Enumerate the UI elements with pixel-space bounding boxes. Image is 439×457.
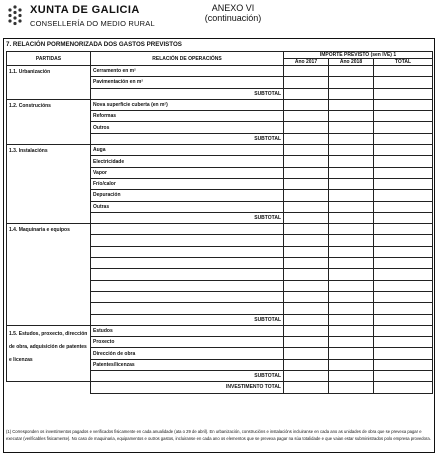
cell-total[interactable] (374, 111, 433, 122)
operation-label: Auga (91, 145, 284, 156)
subtotal-label: SUBTOTAL (91, 314, 284, 325)
cell-total[interactable] (374, 258, 433, 269)
org-name: XUNTA DE GALICIA (30, 4, 140, 16)
cell-total[interactable] (374, 99, 433, 110)
cell-2017[interactable] (284, 235, 329, 246)
cell-total[interactable] (374, 303, 433, 314)
cell-2018[interactable] (329, 178, 374, 189)
cell-2017[interactable] (284, 122, 329, 133)
table-row (7, 99, 433, 110)
cell-total[interactable] (374, 190, 433, 201)
xunta-logo-icon (6, 4, 24, 26)
footnote: (1) Corresponden os investimentos pagados e verificados fisicamente en cada anualidade (ata o 29 de abril). En urbanización, construcións e instalacións incluiranse en cada ano as unidades de obra que se prevexa pagar e executar (verificables fisicamente). No caso de maquinaria, equipamentos e outros gastos, incluiranse en cada ano os elementos que se prevexa pagar na súa totalidade e que vaian estar subministrados polo empresa provedora. (6, 429, 431, 441)
cell-2018[interactable] (329, 224, 374, 235)
operation-label: Outros (91, 122, 284, 133)
cell-total[interactable] (374, 178, 433, 189)
cell-total[interactable] (374, 314, 433, 325)
operation-cell[interactable] (91, 303, 284, 314)
cell-2018[interactable] (329, 314, 374, 325)
investment-total-row (7, 382, 433, 393)
operation-label: Pavimentación en m² (91, 77, 284, 88)
cell-2018[interactable] (329, 167, 374, 178)
cell-2017[interactable] (284, 133, 329, 144)
cell-total[interactable] (374, 122, 433, 133)
table-row (7, 145, 433, 156)
operation-label: Nova superficie cuberta (en m²) (91, 99, 284, 110)
cell-2018[interactable] (329, 359, 374, 370)
operation-label: Outras (91, 201, 284, 212)
cell-2017[interactable] (284, 280, 329, 291)
cell-2018[interactable] (329, 212, 374, 223)
col-partidas-header: PARTIDAS (7, 52, 91, 66)
col-total-header: TOTAL (374, 59, 433, 66)
table-header-row (7, 52, 433, 59)
empty-cell (7, 382, 91, 393)
col-2018-header: Ano 2018 (329, 59, 374, 66)
cell-total[interactable] (374, 246, 433, 257)
cell-2018[interactable] (329, 122, 374, 133)
cell-total[interactable] (374, 348, 433, 359)
cell-2018[interactable] (329, 280, 374, 291)
cell-total[interactable] (374, 382, 433, 393)
cell-2018[interactable] (329, 348, 374, 359)
cell-2017[interactable] (284, 303, 329, 314)
cell-2017[interactable] (284, 382, 329, 393)
cell-2018[interactable] (329, 269, 374, 280)
cell-total[interactable] (374, 224, 433, 235)
cell-total[interactable] (374, 280, 433, 291)
operation-cell[interactable] (91, 246, 284, 257)
operation-label: Frío/calor (91, 178, 284, 189)
cell-2018[interactable] (329, 99, 374, 110)
cell-2017[interactable] (284, 156, 329, 167)
cell-2017[interactable] (284, 178, 329, 189)
cell-2017[interactable] (284, 314, 329, 325)
cell-2017[interactable] (284, 145, 329, 156)
table-row (7, 325, 433, 336)
cell-total[interactable] (374, 269, 433, 280)
cell-2018[interactable] (329, 156, 374, 167)
cell-2017[interactable] (284, 348, 329, 359)
cell-total[interactable] (374, 337, 433, 348)
cell-2017[interactable] (284, 359, 329, 370)
operation-cell[interactable] (91, 258, 284, 269)
cell-2018[interactable] (329, 190, 374, 201)
group-label: 1.1. Urbanización (7, 66, 91, 100)
col-importe-header (284, 52, 433, 59)
group-label: 1.5. Estudos, proxecto, dirección de obra, adquisición de patentes e licenzas (7, 325, 91, 381)
cell-2017[interactable] (284, 190, 329, 201)
operation-cell[interactable] (91, 235, 284, 246)
cell-2018[interactable] (329, 371, 374, 382)
cell-total[interactable] (374, 235, 433, 246)
cell-2017[interactable] (284, 325, 329, 336)
cell-2018[interactable] (329, 88, 374, 99)
cell-2017[interactable] (284, 66, 329, 77)
cell-total[interactable] (374, 167, 433, 178)
operation-label: Cerramento en m² (91, 66, 284, 77)
cell-total[interactable] (374, 201, 433, 212)
cell-2018[interactable] (329, 303, 374, 314)
cell-total[interactable] (374, 145, 433, 156)
footnote-ref: 1 (393, 52, 397, 58)
group-label: 1.4. Maquinaria e equipos (7, 224, 91, 326)
cell-2018[interactable] (329, 325, 374, 336)
investment-total-label: INVESTIMENTO TOTAL (91, 382, 284, 393)
operation-cell[interactable] (91, 224, 284, 235)
operation-label: Vapor (91, 167, 284, 178)
cell-2018[interactable] (329, 66, 374, 77)
cell-total[interactable] (374, 156, 433, 167)
cell-total[interactable] (374, 88, 433, 99)
cell-total[interactable] (374, 359, 433, 370)
col-importe-label: IMPORTE PREVISTO (sen IVE) (319, 52, 392, 58)
cell-2017[interactable] (284, 99, 329, 110)
cell-2017[interactable] (284, 77, 329, 88)
operation-label: Electricidade (91, 156, 284, 167)
cell-total[interactable] (374, 291, 433, 302)
operation-label: Dirección de obra (91, 348, 284, 359)
cell-2017[interactable] (284, 269, 329, 280)
cell-2018[interactable] (329, 201, 374, 212)
operation-label: Depuración (91, 190, 284, 201)
cell-2018[interactable] (329, 246, 374, 257)
cell-2017[interactable] (284, 246, 329, 257)
cell-2017[interactable] (284, 224, 329, 235)
group-label: 1.3. Instalacións (7, 145, 91, 224)
operation-label: Estudos (91, 325, 284, 336)
section-title: 7. RELACIÓN PORMENORIZADA DOS GASTOS PREVISTOS (6, 41, 182, 48)
document-header (0, 0, 439, 38)
annex-subtitle: (continuación) (204, 13, 262, 23)
cell-total[interactable] (374, 325, 433, 336)
subtotal-label: SUBTOTAL (91, 133, 284, 144)
table-row (7, 224, 433, 235)
cell-2017[interactable] (284, 337, 329, 348)
cell-2017[interactable] (284, 88, 329, 99)
table-row (7, 66, 433, 77)
cell-2018[interactable] (329, 111, 374, 122)
cell-2018[interactable] (329, 77, 374, 88)
cell-2017[interactable] (284, 371, 329, 382)
group-label: 1.2. Construcións (7, 99, 91, 144)
operation-cell[interactable] (91, 280, 284, 291)
operation-label: Proxecto (91, 337, 284, 348)
cell-2017[interactable] (284, 212, 329, 223)
col-2017-header: Ano 2017 (284, 59, 329, 66)
subtotal-label: SUBTOTAL (91, 88, 284, 99)
cell-total[interactable] (374, 133, 433, 144)
annex-title: ANEXO VI (211, 3, 255, 13)
cell-total[interactable] (374, 77, 433, 88)
operation-label: Reformas (91, 111, 284, 122)
cell-2017[interactable] (284, 291, 329, 302)
cell-2018[interactable] (329, 258, 374, 269)
operation-label: Patentes/licenzas (91, 359, 284, 370)
cell-2017[interactable] (284, 201, 329, 212)
expenses-table (6, 51, 433, 394)
org-department: CONSELLERÍA DO MEDIO RURAL (30, 19, 155, 28)
cell-2018[interactable] (329, 235, 374, 246)
subtotal-label: SUBTOTAL (91, 371, 284, 382)
cell-total[interactable] (374, 66, 433, 77)
cell-2018[interactable] (329, 145, 374, 156)
cell-2018[interactable] (329, 382, 374, 393)
cell-2017[interactable] (284, 111, 329, 122)
subtotal-label: SUBTOTAL (91, 212, 284, 223)
operation-cell[interactable] (91, 269, 284, 280)
cell-total[interactable] (374, 212, 433, 223)
cell-2018[interactable] (329, 337, 374, 348)
cell-2018[interactable] (329, 291, 374, 302)
cell-total[interactable] (374, 371, 433, 382)
annex-heading (202, 3, 264, 23)
col-operacions-header: RELACIÓN DE OPERACIÓNS (91, 52, 284, 66)
expenses-table-wrap (6, 51, 432, 394)
operation-cell[interactable] (91, 291, 284, 302)
cell-2017[interactable] (284, 167, 329, 178)
cell-2017[interactable] (284, 258, 329, 269)
cell-2018[interactable] (329, 133, 374, 144)
